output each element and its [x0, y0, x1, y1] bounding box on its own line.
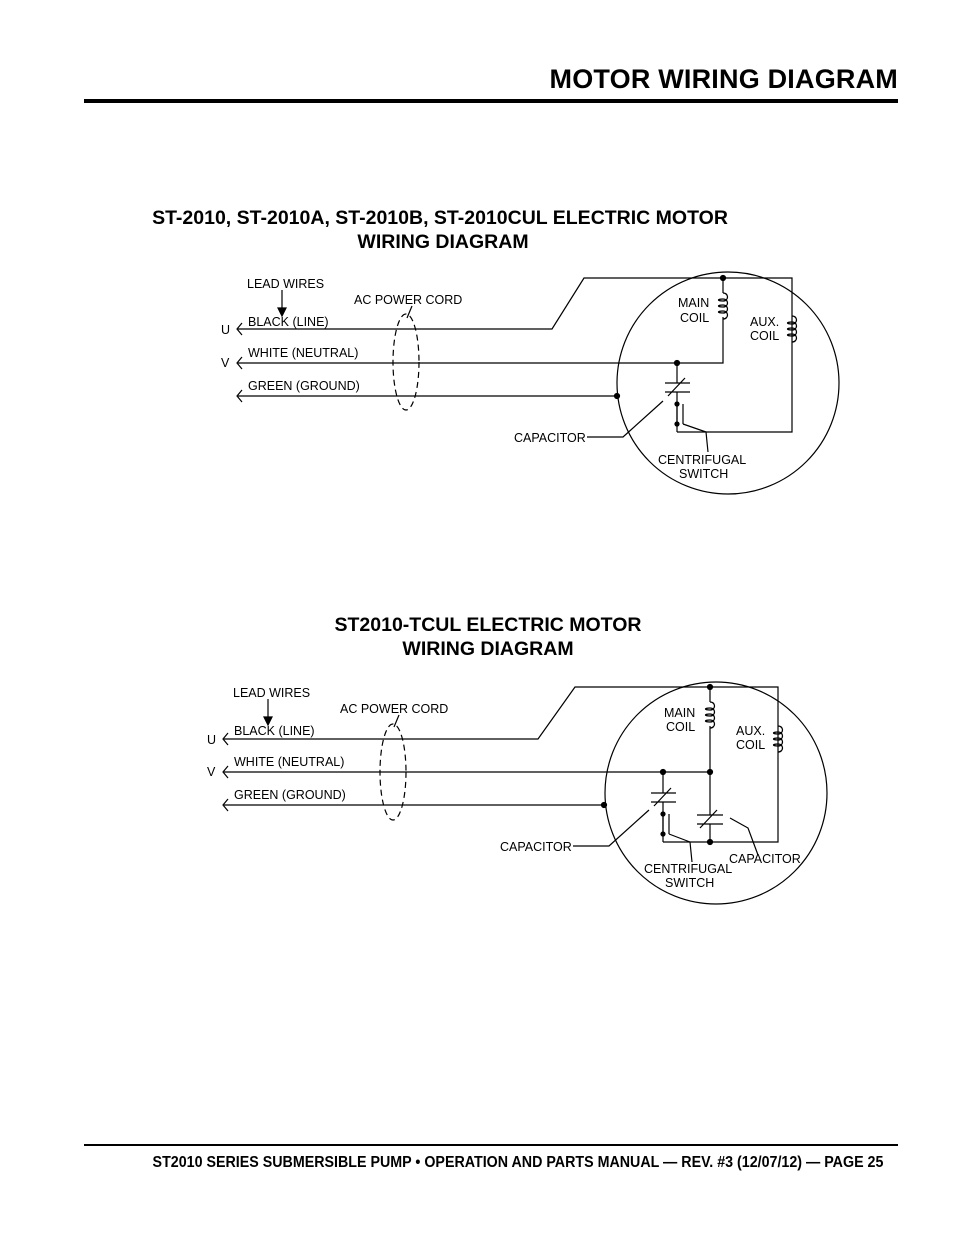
main-coil-label-2a: MAIN: [664, 706, 696, 720]
v-label-1: V: [221, 356, 230, 370]
main-coil-1: [719, 293, 728, 319]
junction-dot-2e: [661, 812, 665, 816]
page-title: MOTOR WIRING DIAGRAM: [549, 64, 898, 94]
junction-dot-2b: [661, 770, 666, 775]
junction-dot-2c: [708, 770, 713, 775]
junction-dot-1d: [675, 402, 679, 406]
centrifugal-leader-2: [669, 834, 692, 862]
capacitor-label-2a: CAPACITOR: [500, 840, 572, 854]
diagram2-title-line1: ST2010-TCUL ELECTRIC MOTOR: [334, 614, 642, 636]
black-line-label-2: BLACK (LINE): [234, 724, 315, 738]
main-coil-label-1a: MAIN: [678, 296, 710, 310]
lead-wires-label-1: LEAD WIRES: [247, 277, 325, 291]
bottom-rule: [84, 1144, 898, 1146]
main-coil-label-1b: COIL: [680, 311, 710, 325]
junction-dot-1c: [615, 394, 620, 399]
lead-wires-label-2: LEAD WIRES: [233, 686, 311, 700]
junction-dot-2d: [602, 803, 607, 808]
green-ground-label-2: GREEN (GROUND): [234, 788, 346, 802]
power-cord-leader-2: [394, 715, 399, 727]
diagram1-labels: [221, 277, 779, 481]
junction-dot-2g: [708, 840, 713, 845]
ac-power-cord-label-2: AC POWER CORD: [340, 702, 449, 716]
white-neutral-label-1: WHITE (NEUTRAL): [248, 346, 359, 360]
capacitor-leader-1: [587, 401, 663, 437]
green-ground-label-1: GREEN (GROUND): [248, 379, 360, 393]
v-label-2: V: [207, 765, 216, 779]
centrifugal-label-2b: SWITCH: [665, 876, 715, 890]
aux-coil-label-1b: COIL: [750, 329, 780, 343]
aux-coil-label-2a: AUX.: [736, 724, 766, 738]
main-coil-label-2b: COIL: [666, 720, 696, 734]
centrifugal-label-2a: CENTRIFUGAL: [644, 862, 733, 876]
junction-dot-2f: [661, 832, 665, 836]
capacitor-leader-2b: [730, 818, 758, 855]
capacitor-label-2b: CAPACITOR: [729, 852, 801, 866]
junction-dot-1b: [675, 361, 680, 366]
junction-dot-1a: [721, 276, 726, 281]
black-line-label-1: BLACK (LINE): [248, 315, 329, 329]
capacitor-label-1: CAPACITOR: [514, 431, 586, 445]
aux-coil-label-2b: COIL: [736, 738, 766, 752]
ac-power-cord-label-1: AC POWER CORD: [354, 293, 463, 307]
centrifugal-label-1b: SWITCH: [679, 467, 729, 481]
centrifugal-leader-1: [683, 424, 708, 452]
diagram2-title-line2: WIRING DIAGRAM: [402, 638, 574, 660]
diagram1-title-line2: WIRING DIAGRAM: [357, 231, 529, 253]
aux-coil-label-1a: AUX.: [750, 315, 780, 329]
main-coil-2: [706, 702, 715, 728]
junction-dot-2a: [708, 685, 713, 690]
white-neutral-label-2: WHITE (NEUTRAL): [234, 755, 345, 769]
centrifugal-label-1a: CENTRIFUGAL: [658, 453, 747, 467]
diagram1-title-line1: ST-2010, ST-2010A, ST-2010B, ST-2010CUL ELECTRIC MOTOR: [152, 207, 728, 229]
junction-dot-1e: [675, 422, 679, 426]
page-footer: ST2010 SERIES SUBMERSIBLE PUMP • OPERATION AND PARTS MANUAL — REV. #3 (12/07/12) — PAGE 25: [152, 1154, 883, 1171]
power-cord-leader-1: [407, 306, 412, 318]
u-label-2: U: [207, 733, 217, 747]
diagram2-labels: [207, 686, 801, 890]
u-label-1: U: [221, 323, 231, 337]
